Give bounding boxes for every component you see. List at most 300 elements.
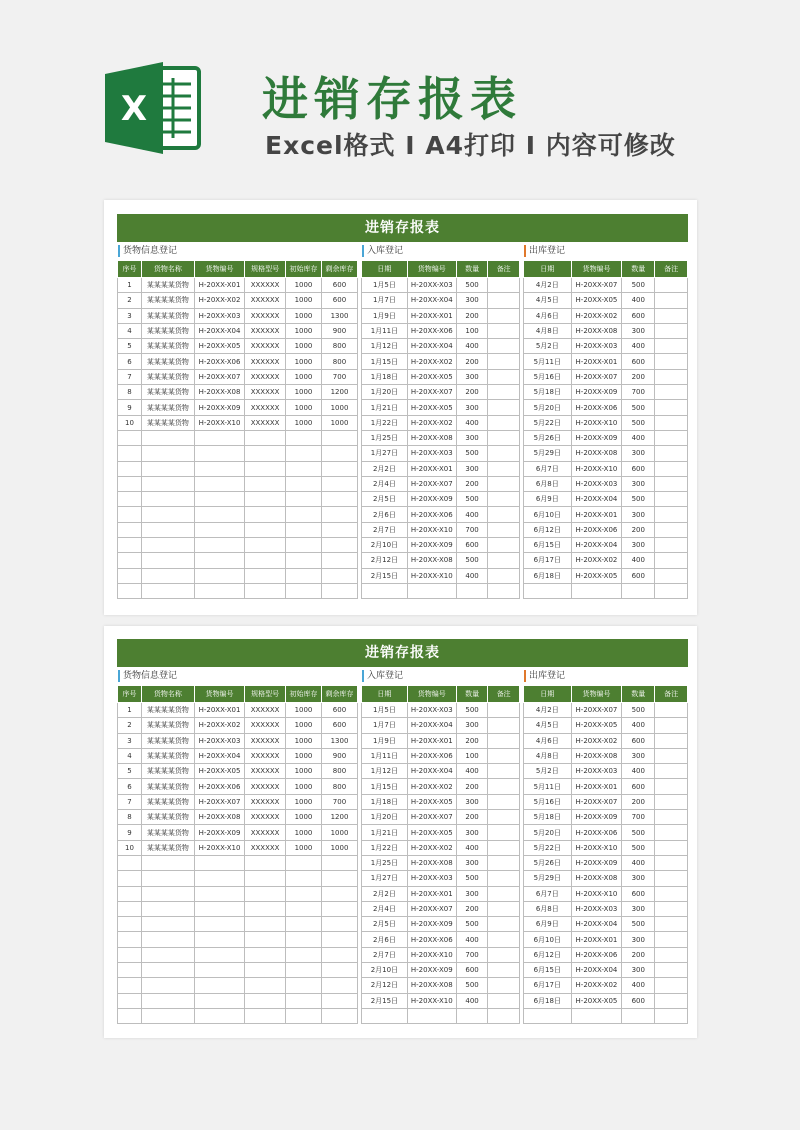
table-cell: 4月2日 [524, 278, 572, 293]
table-cell: 4月2日 [524, 703, 572, 718]
column-header: 数量 [456, 686, 488, 703]
table-cell: H-20XX-X04 [571, 963, 622, 978]
table-cell: 300 [622, 538, 655, 553]
table-row [362, 568, 520, 583]
table-cell: 1300 [321, 733, 357, 748]
table-row [118, 748, 358, 763]
table-row [118, 764, 358, 779]
table-cell: 500 [622, 703, 655, 718]
table-row [118, 385, 358, 400]
table-cell: H-20XX-X10 [194, 415, 244, 430]
table-cell: 5月26日 [524, 855, 572, 870]
table-cell [655, 840, 688, 855]
table-cell: 1月11日 [362, 748, 408, 763]
table-cell: 1000 [321, 400, 357, 415]
table-row [524, 538, 688, 553]
table-cell [285, 993, 321, 1008]
table-cell: 300 [456, 718, 488, 733]
table-row [118, 871, 358, 886]
table-cell: H-20XX-X08 [571, 748, 622, 763]
table-cell [488, 538, 520, 553]
table-cell [194, 522, 244, 537]
table-cell [321, 568, 357, 583]
table-cell [362, 583, 408, 598]
table-cell: 3 [118, 733, 142, 748]
table-cell [571, 1008, 622, 1023]
table-cell: 500 [456, 446, 488, 461]
table-row [524, 703, 688, 718]
table-cell: H-20XX-X03 [407, 278, 456, 293]
table-cell: 2月10日 [362, 963, 408, 978]
column-header: 数量 [622, 261, 655, 278]
table-cell: 1000 [285, 369, 321, 384]
table-cell: 500 [456, 703, 488, 718]
table-row [362, 764, 520, 779]
table-cell [245, 568, 286, 583]
table-row [524, 718, 688, 733]
table-cell: 2月5日 [362, 917, 408, 932]
table-row [118, 568, 358, 583]
table-row [362, 323, 520, 338]
table-cell: 6月8日 [524, 901, 572, 916]
table-cell: 100 [456, 748, 488, 763]
table-cell [655, 703, 688, 718]
table-cell: 1000 [285, 764, 321, 779]
column-header: 剩余库存 [321, 261, 357, 278]
table-cell: 某某某某货物 [142, 369, 195, 384]
table-cell: 300 [456, 886, 488, 901]
table-row [118, 963, 358, 978]
table-cell: 500 [456, 978, 488, 993]
table-row [524, 947, 688, 962]
table-cell: 6月17日 [524, 978, 572, 993]
table-cell: H-20XX-X08 [571, 446, 622, 461]
table-cell [245, 492, 286, 507]
table-cell: 4月8日 [524, 323, 572, 338]
table-row [118, 369, 358, 384]
table-cell: 400 [456, 339, 488, 354]
table-cell [488, 810, 520, 825]
table-cell: 1月18日 [362, 794, 408, 809]
table-cell: 4月5日 [524, 293, 572, 308]
table-cell: 4 [118, 323, 142, 338]
table-cell [321, 978, 357, 993]
table-cell [285, 568, 321, 583]
table-cell: XXXXXX [245, 718, 286, 733]
table-cell [194, 901, 244, 916]
table-cell: 400 [456, 764, 488, 779]
table-row [524, 430, 688, 445]
table-cell [655, 354, 688, 369]
table-row [524, 492, 688, 507]
table-row [524, 748, 688, 763]
table-row [118, 461, 358, 476]
table-row [362, 415, 520, 430]
table-cell: 2月12日 [362, 978, 408, 993]
table-cell [118, 1008, 142, 1023]
table-cell: H-20XX-X09 [407, 963, 456, 978]
table-cell: 1000 [285, 718, 321, 733]
table-row [524, 385, 688, 400]
table-cell: H-20XX-X07 [407, 901, 456, 916]
table-cell: 2月5日 [362, 492, 408, 507]
table-cell [285, 963, 321, 978]
column-header: 日期 [362, 261, 408, 278]
table-cell [118, 947, 142, 962]
table-cell: H-20XX-X06 [407, 748, 456, 763]
table-cell: H-20XX-X02 [571, 733, 622, 748]
table-cell: 2月10日 [362, 538, 408, 553]
table-cell: 700 [321, 794, 357, 809]
inbound-table [361, 685, 520, 1024]
table-cell [321, 901, 357, 916]
table-cell [118, 932, 142, 947]
table-row [118, 1008, 358, 1023]
table-row [362, 400, 520, 415]
table-cell: H-20XX-X03 [571, 339, 622, 354]
table-cell: 200 [622, 369, 655, 384]
table-cell: 1000 [285, 278, 321, 293]
table-cell: 2月12日 [362, 553, 408, 568]
table-cell: 200 [622, 794, 655, 809]
table-cell [488, 963, 520, 978]
table-cell [655, 538, 688, 553]
table-row [118, 323, 358, 338]
table-cell [488, 293, 520, 308]
table-row [362, 917, 520, 932]
table-cell [285, 901, 321, 916]
goods-section [117, 667, 358, 1024]
table-cell: 某某某某货物 [142, 339, 195, 354]
table-cell [142, 1008, 195, 1023]
table-cell [194, 993, 244, 1008]
table-cell: 1月5日 [362, 278, 408, 293]
table-cell: 1000 [285, 794, 321, 809]
table-cell: 700 [321, 369, 357, 384]
table-cell: 1000 [285, 339, 321, 354]
column-header: 货物编号 [407, 261, 456, 278]
table-cell: 400 [456, 840, 488, 855]
table-cell [194, 430, 244, 445]
inbound-section [361, 667, 520, 1024]
table-cell: 1月12日 [362, 764, 408, 779]
table-row [118, 978, 358, 993]
table-cell [655, 415, 688, 430]
table-cell: 2月7日 [362, 522, 408, 537]
table-cell: 4 [118, 748, 142, 763]
page-header [0, 0, 800, 190]
table-cell [118, 901, 142, 916]
table-cell [245, 947, 286, 962]
table-cell: H-20XX-X08 [407, 855, 456, 870]
table-cell [285, 461, 321, 476]
table-cell: 500 [456, 917, 488, 932]
table-cell: H-20XX-X08 [194, 810, 244, 825]
table-cell: 2月2日 [362, 886, 408, 901]
table-cell: 700 [622, 810, 655, 825]
table-cell: 300 [622, 901, 655, 916]
table-cell: XXXXXX [245, 794, 286, 809]
table-cell: 600 [456, 538, 488, 553]
column-header: 货物名称 [142, 686, 195, 703]
table-cell: 1000 [321, 415, 357, 430]
table-cell [655, 978, 688, 993]
table-cell [285, 446, 321, 461]
table-cell: 2 [118, 293, 142, 308]
table-cell: 800 [321, 339, 357, 354]
table-cell: 某某某某货物 [142, 415, 195, 430]
table-row [118, 354, 358, 369]
table-cell: H-20XX-X07 [407, 385, 456, 400]
table-cell [655, 901, 688, 916]
table-cell: 5月2日 [524, 339, 572, 354]
table-cell: 700 [456, 947, 488, 962]
column-header: 备注 [655, 261, 688, 278]
inbound-section [361, 242, 520, 599]
table-cell [321, 1008, 357, 1023]
table-cell: 1月27日 [362, 871, 408, 886]
table-cell [488, 917, 520, 932]
report-banner: 进销存报表 [117, 639, 688, 667]
table-cell: H-20XX-X06 [571, 825, 622, 840]
goods-table [117, 685, 358, 1024]
table-row [362, 446, 520, 461]
table-cell: H-20XX-X03 [571, 901, 622, 916]
table-cell [321, 492, 357, 507]
table-cell: 300 [456, 400, 488, 415]
table-cell [142, 446, 195, 461]
table-cell [622, 583, 655, 598]
table-cell [194, 476, 244, 491]
table-cell: 2 [118, 718, 142, 733]
table-cell: H-20XX-X02 [407, 415, 456, 430]
table-cell: H-20XX-X01 [407, 886, 456, 901]
table-row [362, 871, 520, 886]
table-row [524, 901, 688, 916]
table-cell [285, 871, 321, 886]
table-cell [362, 1008, 408, 1023]
table-cell: H-20XX-X04 [407, 718, 456, 733]
table-cell: 1000 [285, 779, 321, 794]
table-row [524, 476, 688, 491]
table-cell [488, 583, 520, 598]
table-cell [488, 430, 520, 445]
table-cell [321, 430, 357, 445]
table-cell: XXXXXX [245, 703, 286, 718]
table-cell [118, 583, 142, 598]
table-cell: 600 [321, 718, 357, 733]
table-cell [655, 993, 688, 1008]
table-cell: 某某某某货物 [142, 794, 195, 809]
table-cell: 某某某某货物 [142, 308, 195, 323]
table-cell: 5 [118, 339, 142, 354]
table-cell: 10 [118, 415, 142, 430]
table-cell [194, 461, 244, 476]
table-cell [194, 886, 244, 901]
table-cell [285, 947, 321, 962]
table-cell: H-20XX-X02 [194, 718, 244, 733]
table-cell: H-20XX-X04 [194, 323, 244, 338]
table-cell: XXXXXX [245, 369, 286, 384]
table-row [362, 794, 520, 809]
table-cell [321, 476, 357, 491]
table-cell [245, 446, 286, 461]
table-row [362, 522, 520, 537]
table-row [362, 810, 520, 825]
table-cell: H-20XX-X05 [407, 825, 456, 840]
excel-logo-icon [103, 60, 203, 156]
table-cell [118, 538, 142, 553]
column-header: 日期 [524, 261, 572, 278]
table-cell: H-20XX-X02 [571, 978, 622, 993]
table-cell: H-20XX-X06 [407, 932, 456, 947]
table-cell: 500 [622, 917, 655, 932]
table-cell: H-20XX-X09 [571, 385, 622, 400]
table-cell: 6月9日 [524, 917, 572, 932]
table-cell [655, 871, 688, 886]
table-cell: 500 [622, 825, 655, 840]
table-cell: 1300 [321, 308, 357, 323]
table-cell: 某某某某货物 [142, 385, 195, 400]
table-cell [142, 993, 195, 1008]
table-cell [285, 917, 321, 932]
table-row [362, 583, 520, 598]
table-cell: XXXXXX [245, 840, 286, 855]
column-header: 日期 [362, 686, 408, 703]
table-cell: 1200 [321, 810, 357, 825]
table-row [524, 825, 688, 840]
table-cell: 2月4日 [362, 476, 408, 491]
table-row [524, 568, 688, 583]
goods-section-label: 货物信息登记 [117, 667, 358, 685]
table-cell: 200 [622, 522, 655, 537]
table-cell: 6月18日 [524, 993, 572, 1008]
inbound-section-label: 入库登记 [361, 667, 520, 685]
table-cell: 400 [456, 415, 488, 430]
table-cell: 300 [456, 430, 488, 445]
table-cell: 1000 [285, 810, 321, 825]
table-cell [194, 932, 244, 947]
table-row [524, 1008, 688, 1023]
table-cell: H-20XX-X04 [194, 748, 244, 763]
table-row [524, 794, 688, 809]
table-cell: 200 [456, 476, 488, 491]
table-cell [321, 963, 357, 978]
table-cell [488, 278, 520, 293]
table-cell [321, 871, 357, 886]
column-header: 货物编号 [194, 261, 244, 278]
table-cell [488, 522, 520, 537]
table-cell: H-20XX-X09 [571, 430, 622, 445]
column-header: 剩余库存 [321, 686, 357, 703]
table-cell: H-20XX-X01 [194, 278, 244, 293]
table-cell: 8 [118, 385, 142, 400]
table-cell [194, 538, 244, 553]
table-header-row [362, 261, 520, 278]
table-cell: 1月9日 [362, 733, 408, 748]
table-cell [142, 978, 195, 993]
table-row [118, 492, 358, 507]
table-cell [655, 947, 688, 962]
table-cell [488, 886, 520, 901]
table-cell: 6月15日 [524, 538, 572, 553]
table-row [362, 855, 520, 870]
table-cell: 600 [622, 461, 655, 476]
table-row [362, 339, 520, 354]
table-cell [142, 963, 195, 978]
table-row [362, 369, 520, 384]
table-row [118, 840, 358, 855]
table-row [118, 446, 358, 461]
table-row [362, 993, 520, 1008]
table-cell [488, 461, 520, 476]
table-row [362, 507, 520, 522]
table-cell: H-20XX-X04 [571, 492, 622, 507]
table-cell [245, 886, 286, 901]
table-cell: 500 [622, 400, 655, 415]
table-cell [655, 492, 688, 507]
table-cell [655, 764, 688, 779]
table-cell: H-20XX-X05 [194, 764, 244, 779]
table-row [362, 1008, 520, 1023]
table-row [524, 855, 688, 870]
table-row [362, 278, 520, 293]
table-cell [321, 917, 357, 932]
table-cell: 某某某某货物 [142, 733, 195, 748]
table-cell [245, 461, 286, 476]
table-header-row [362, 686, 520, 703]
table-cell: 600 [622, 308, 655, 323]
table-cell [488, 794, 520, 809]
table-cell [142, 430, 195, 445]
table-cell: 900 [321, 323, 357, 338]
table-cell: H-20XX-X08 [407, 553, 456, 568]
table-cell [488, 993, 520, 1008]
table-cell [321, 538, 357, 553]
table-cell: 6月12日 [524, 947, 572, 962]
table-row [118, 779, 358, 794]
table-cell: 1月22日 [362, 415, 408, 430]
table-cell: H-20XX-X08 [571, 323, 622, 338]
table-cell [118, 507, 142, 522]
table-cell: H-20XX-X07 [571, 703, 622, 718]
table-cell [488, 855, 520, 870]
table-cell [655, 932, 688, 947]
table-row [118, 917, 358, 932]
table-cell: H-20XX-X05 [407, 794, 456, 809]
table-cell: 5月20日 [524, 400, 572, 415]
table-cell: H-20XX-X08 [407, 978, 456, 993]
table-cell: H-20XX-X03 [407, 446, 456, 461]
table-cell: 400 [622, 339, 655, 354]
table-row [118, 886, 358, 901]
table-cell: 1000 [285, 308, 321, 323]
table-cell: 某某某某货物 [142, 825, 195, 840]
table-cell [194, 507, 244, 522]
table-row [118, 293, 358, 308]
table-cell [488, 733, 520, 748]
table-row [524, 840, 688, 855]
table-cell [142, 583, 195, 598]
table-cell: 1月25日 [362, 430, 408, 445]
table-cell [655, 369, 688, 384]
table-cell [321, 583, 357, 598]
table-cell: 500 [456, 553, 488, 568]
table-cell: 1月21日 [362, 400, 408, 415]
table-cell: 2月15日 [362, 568, 408, 583]
table-cell: H-20XX-X10 [571, 415, 622, 430]
table-row [362, 932, 520, 947]
